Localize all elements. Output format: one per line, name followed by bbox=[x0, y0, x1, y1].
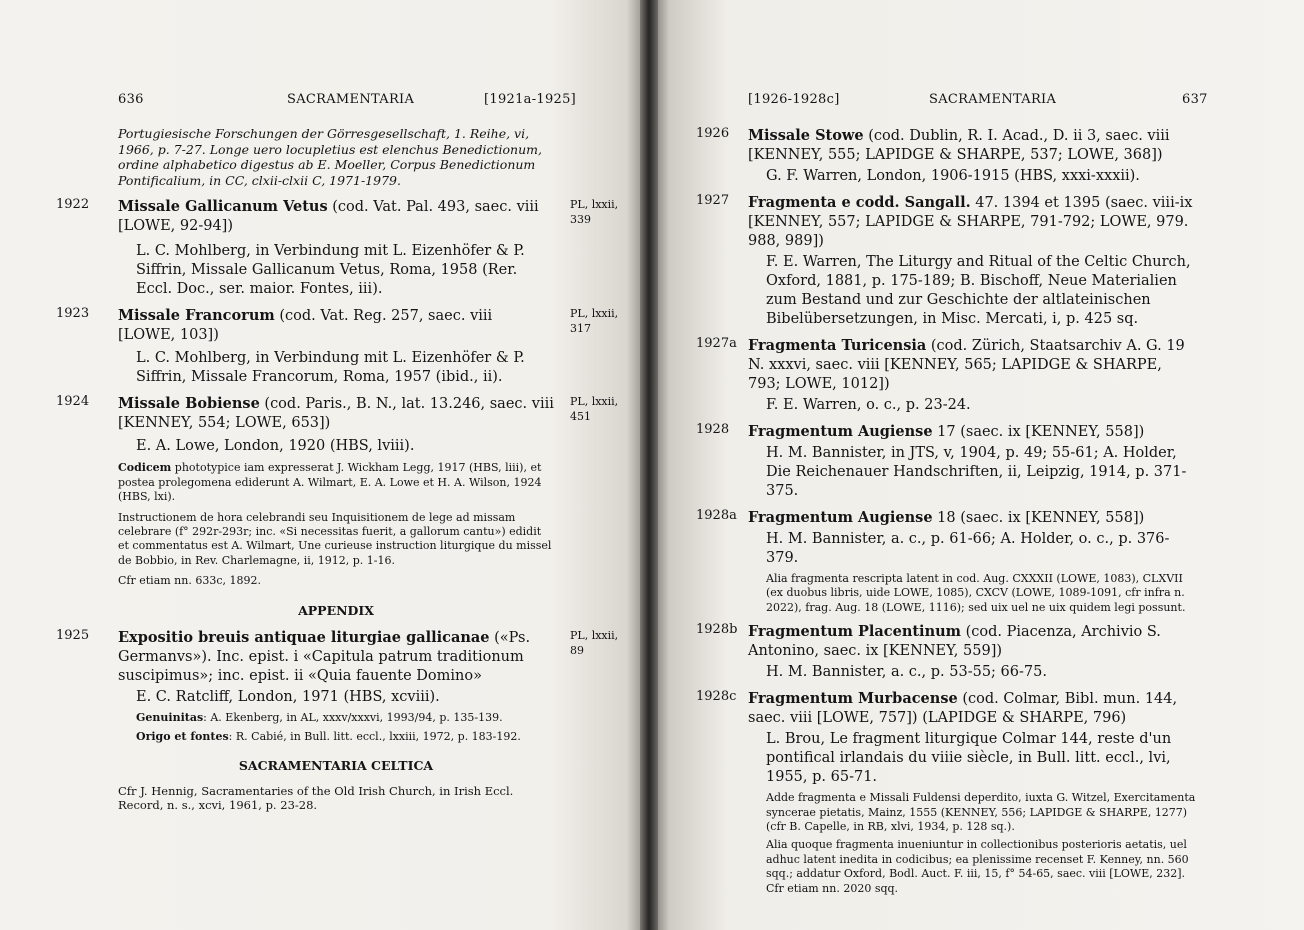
note-label: Codicem bbox=[118, 461, 172, 475]
note-text: Instructionem de hora celebrandi seu Inquisitionem de lege ad missam celebrare (f° 292r-293r; inc. «Si necessitas fuerit, a gallorum cantu») edidit et commentatus est A. Wilmart, Une curieuse instruction liturgique du missel de Bobbio, in Rev. Charlemagne, ii, 1912, p. 1-16. bbox=[118, 510, 552, 567]
note-text: Cfr etiam nn. 633c, 1892. bbox=[118, 574, 261, 588]
entry-1928b bbox=[696, 622, 1196, 682]
entry-number: 1928b bbox=[696, 622, 738, 638]
entry-number: 1927 bbox=[696, 193, 730, 208]
entry-number: 1926 bbox=[696, 126, 730, 141]
entry-description: (cod. Colmar, Bibl. mun. 144, saec. viii [LOWE, 757]) (LAPIDGE & SHARPE, 796) bbox=[748, 691, 1178, 727]
entry-number: 1925 bbox=[56, 628, 90, 644]
entry-title: Fragmentum Murbacense bbox=[748, 690, 958, 708]
book-gutter bbox=[640, 0, 658, 930]
entry-range: [1921a-1925] bbox=[484, 92, 577, 107]
entry-title: Expositio breuis antiquae liturgiae gallicanae bbox=[118, 629, 490, 647]
note-text: : A. Ekenberg, in AL, xxxv/xxxvi, 1993/94, p. 135-139. bbox=[203, 711, 503, 725]
entry-1928 bbox=[696, 422, 1196, 501]
side-reference: PL, lxxii, 89 bbox=[570, 629, 619, 658]
entry-title: Missale Stowe bbox=[748, 127, 864, 144]
note-label: Genuinitas bbox=[136, 711, 204, 725]
entry-1926 bbox=[696, 126, 1196, 186]
entry-1927a bbox=[696, 336, 1196, 415]
celtica-reference: Cfr J. Hennig, Sacramentaries of the Old Irish Church, in Irish Eccl. Record, n. s., xcvi, 1961, p. 23-28. bbox=[118, 783, 514, 813]
entry-title: Missale Francorum bbox=[118, 307, 275, 325]
entry-edition: E. C. Ratcliff, London, 1971 (HBS, xcviii). bbox=[136, 689, 440, 706]
left-page bbox=[0, 0, 646, 930]
entry-description: 17 (saec. ix [KENNEY, 558]) bbox=[932, 424, 1145, 440]
entry-title: Fragmentum Augiense bbox=[748, 509, 933, 526]
entry-description: (cod. Zürich, Staatsarchiv A. G. 19 N. xxxvi, saec. viii [KENNEY, 565; LAPIDGE & SHARPE, 793; LOWE, 1012]) bbox=[748, 338, 1185, 392]
entry-edition: H. M. Bannister, a. c., p. 53-55; 66-75. bbox=[766, 664, 1047, 681]
entry-title: Fragmenta e codd. Sangall. bbox=[748, 194, 971, 211]
note-text: : R. Cabié, in Bull. litt. eccl., lxxiii, 1972, p. 183-192. bbox=[228, 729, 521, 743]
entry-title: Missale Bobiense bbox=[118, 395, 260, 413]
entry-edition: H. M. Bannister, a. c., p. 61-66; A. Holder, o. c., p. 376-379. bbox=[766, 531, 1170, 566]
section-heading-celtica: SACRAMENTARIA CELTICA bbox=[238, 758, 434, 774]
entry-number: 1922 bbox=[56, 197, 90, 213]
intro-text: Portugiesische Forschungen der Görresgesellschaft, 1. Reihe, vi, 1966, p. 7-27. Longe uero locupletius est elenchus Benedictionum, ordine alphabetico digestus ab E. Moeller, Corpus Benedictionum Pontificalium, in CC, clxii-clxii C, 1971-1979. bbox=[118, 126, 542, 188]
side-reference: PL, lxxii, 451 bbox=[570, 395, 619, 424]
entry-edition: L. C. Mohlberg, in Verbindung mit L. Eizenhöfer & P. Siffrin, Missale Francorum, Roma, 1957 (ibid., ii). bbox=[136, 350, 525, 386]
entry-range: [1926-1928c] bbox=[748, 92, 840, 107]
entry-title: Missale Gallicanum Vetus bbox=[118, 198, 328, 216]
entry-number: 1928c bbox=[696, 689, 737, 705]
note-text: Alia fragmenta rescripta latent in cod. Aug. CXXXII (LOWE, 1083), CLXVII (ex duobus libris, uide LOWE, 1085), CXCV (LOWE, 1089-1091, cfr infra n. 2022), frag. Aug. 18 (LOWE, 1116); sed uix uel ne uix quidem legi possunt. bbox=[766, 572, 1186, 614]
entry-1922 bbox=[56, 197, 619, 299]
entry-description: (cod. Paris., B. N., lat. 13.246, saec. viii [KENNEY, 554; LOWE, 653]) bbox=[118, 396, 554, 432]
entry-description: («Ps. Germanvs»). Inc. epist. i «Capitula patrum traditionum suscipimus»; inc. epist. ii «Quia fauente Domino» bbox=[118, 630, 531, 685]
entry-title: Fragmentum Augiense bbox=[748, 423, 933, 440]
entry-1923 bbox=[56, 306, 619, 387]
running-title: SACRAMENTARIA bbox=[287, 92, 415, 107]
note-text: Alia quoque fragmenta inueniuntur in collectionibus posterioris aetatis, uel adhuc latent inedita in codicibus; ea plenissime recenset F. Kenney, nn. 560 sqq.; addatur Oxford, Bodl. Auct. F. iii, 15, f° 54-65, saec. viii [LOWE, 232]. Cfr etiam nn. 2020 sqq. bbox=[766, 838, 1189, 895]
note-label: Origo et fontes bbox=[136, 729, 229, 743]
right-column bbox=[696, 126, 1196, 903]
entry-1924 bbox=[56, 394, 619, 588]
entry-edition: H. M. Bannister, in JTS, v, 1904, p. 49; 55-61; A. Holder, Die Reichenauer Handschriften, ii, Leipzig, 1914, p. 371-375. bbox=[766, 445, 1187, 499]
page-number: 636 bbox=[118, 92, 144, 107]
entry-number: 1928a bbox=[696, 508, 737, 523]
entry-edition: F. E. Warren, The Liturgy and Ritual of the Celtic Church, Oxford, 1881, p. 175-189; B. Bischoff, Neue Materialien zum Bestand und zur Geschichte der altlateinischen Bibelübersetzungen, in Misc. Mercati, i, p. 425 sq. bbox=[766, 254, 1191, 327]
entry-1928a bbox=[696, 508, 1196, 615]
entry-number: 1924 bbox=[56, 394, 90, 410]
side-reference: PL, lxxii, 339 bbox=[570, 198, 619, 227]
section-heading-appendix: APPENDIX bbox=[298, 602, 374, 618]
right-page bbox=[650, 0, 1304, 930]
entry-edition: F. E. Warren, o. c., p. 23-24. bbox=[766, 397, 971, 413]
entry-number: 1927a bbox=[696, 336, 737, 351]
left-column bbox=[56, 126, 619, 813]
entry-description: (cod. Piacenza, Archivio S. Antonino, saec. ix [KENNEY, 559]) bbox=[748, 624, 1161, 660]
note-text: phototypice iam expresserat J. Wickham Legg, 1917 (HBS, liii), et postea prolegomena ediderunt A. Wilmart, E. A. Lowe et H. A. Wilson, 1924 (HBS, lxi). bbox=[118, 461, 542, 504]
entry-title: Fragmentum Placentinum bbox=[748, 623, 961, 641]
entry-title: Fragmenta Turicensia bbox=[748, 337, 927, 354]
entry-edition: L. C. Mohlberg, in Verbindung mit L. Eizenhöfer & P. Siffrin, Missale Gallicanum Vetus, Roma, 1958 (Rer. Eccl. Doc., ser. maior. Fontes, iii). bbox=[136, 243, 525, 298]
entry-edition: L. Brou, Le fragment liturgique Colmar 144, reste d'un pontifical irlandais du viiie siècle, in Bull. litt. eccl., lvi, 1955, p. 65-71. bbox=[766, 731, 1172, 786]
entry-description: (cod. Vat. Pal. 493, saec. viii [LOWE, 92-94]) bbox=[118, 199, 539, 235]
note-text: Adde fragmenta e Missali Fuldensi deperdito, iuxta G. Witzel, Exercitamenta syncerae pietatis, Mainz, 1555 (KENNEY, 556; LAPIDGE & SHARPE, 1277) (cfr B. Capelle, in RB, xlvi, 1934, p. 128 sq.). bbox=[766, 791, 1196, 834]
entry-description: (cod. Dublin, R. I. Acad., D. ii 3, saec. viii [KENNEY, 555; LAPIDGE & SHARPE, 537; LOWE, 368]) bbox=[748, 128, 1170, 163]
entry-description: (cod. Vat. Reg. 257, saec. viii [LOWE, 103]) bbox=[118, 308, 493, 344]
side-reference: PL, lxxii, 317 bbox=[570, 307, 619, 336]
entry-1927 bbox=[696, 193, 1196, 329]
entry-description: 18 (saec. ix [KENNEY, 558]) bbox=[932, 510, 1145, 526]
entry-number: 1928 bbox=[696, 422, 730, 437]
entry-number: 1923 bbox=[56, 306, 90, 322]
entry-edition: E. A. Lowe, London, 1920 (HBS, lviii). bbox=[136, 438, 415, 455]
running-title: SACRAMENTARIA bbox=[929, 92, 1057, 107]
entry-1928c bbox=[696, 689, 1196, 896]
entry-edition: G. F. Warren, London, 1906-1915 (HBS, xxxi-xxxii). bbox=[766, 168, 1140, 184]
entry-description: 47. 1394 et 1395 (saec. viii-ix [KENNEY, 557; LAPIDGE & SHARPE, 791-792; LOWE, 979. 988, 989]) bbox=[748, 195, 1193, 249]
entry-1925 bbox=[56, 628, 619, 744]
page-number: 637 bbox=[1182, 92, 1208, 107]
